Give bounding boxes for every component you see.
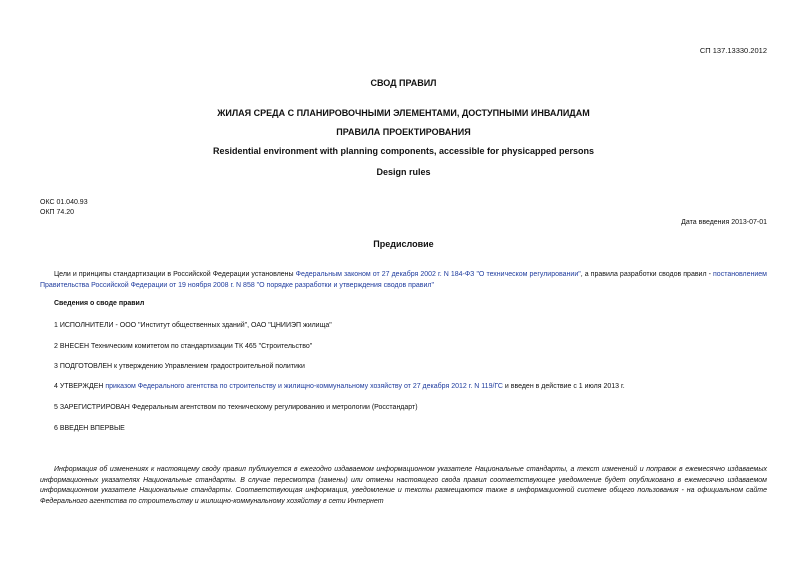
info-heading: Сведения о своде правил xyxy=(54,300,145,307)
subtitle-ru: ПРАВИЛА ПРОЕКТИРОВАНИЯ xyxy=(336,127,471,137)
okp-code: ОКП 74.20 xyxy=(40,209,75,216)
subtitle-en: Design rules xyxy=(376,167,431,177)
intro-date: Дата введения 2013-07-01 xyxy=(681,219,767,226)
item-first-introduced: 6 ВВЕДЕН ВПЕРВЫЕ xyxy=(54,425,125,432)
government-decree-link[interactable]: постановлением Правительства Российской Федерации от 19 ноября 2008 г. N 858 "О порядке разработки и утверждения сводов правил" xyxy=(40,271,767,289)
foreword-title: Предисловие xyxy=(373,239,434,249)
item-approved-text: 4 УТВЕРЖДЕН xyxy=(54,383,106,390)
item-approved-text: и введен в действие с 1 июля 2013 г. xyxy=(502,383,625,390)
item-executors: 1 ИСПОЛНИТЕЛИ - ООО "Институт общественных зданий", ОАО "ЦНИИЭП жилища" xyxy=(54,322,332,329)
item-prepared: 3 ПОДГОТОВЛЕН к утверждению Управлением градостроительной политики xyxy=(54,363,305,370)
document-code: СП 137.13330.2012 xyxy=(699,46,767,55)
item-registered: 5 ЗАРЕГИСТРИРОВАН Федеральным агентством по техническому регулированию и метрологии (Росстандарт) xyxy=(54,404,418,411)
order-link[interactable]: приказом Федерального агентства по строительству и жилищно-коммунальному хозяйству от 27 декабря 2012 г. N 119/ГС xyxy=(105,383,503,390)
title-en: Residential environment with planning components, accessible for physicapped persons xyxy=(212,146,595,156)
item-approved xyxy=(54,383,625,390)
foreword-text: , а правила разработки сводов правил - xyxy=(580,271,714,278)
set-heading: СВОД ПРАВИЛ xyxy=(370,78,437,88)
item-introduced: 2 ВНЕСЕН Техническим комитетом по стандартизации ТК 465 "Строительство" xyxy=(54,343,313,350)
oks-code: ОКС 01.040.93 xyxy=(40,199,88,206)
title-ru: ЖИЛАЯ СРЕДА С ПЛАНИРОВОЧНЫМИ ЭЛЕМЕНТАМИ, ДОСТУПНЫМИ ИНВАЛИДАМ xyxy=(217,108,590,118)
changes-info-paragraph: Информация об изменениях к настоящему своду правил публикуется в ежегодно издаваемом информационном указателе Национальные стандарты, а текст изменений и поправок в ежемесячно издаваемых информационных указателях Национальные стандарты. В случае пересмотра (замены) или отмены настоящего свода правил соответствующее уведомление будет опубликовано в ежемесячно издаваемом информационном указателе Национальные стандарты. Соответствующая информация, уведомление и тексты размещаются также в информационной системе общего пользования - на официальном сайте Федерального агентства по строительству и жилищно-коммунальному хозяйству в сети Интернет xyxy=(40,466,767,505)
foreword-paragraph xyxy=(40,269,767,291)
federal-law-link[interactable]: Федеральным законом от 27 декабря 2002 г. N 184-ФЗ "О техническом регулировании" xyxy=(295,271,581,278)
foreword-text: Цели и принципы стандартизации в Российской Федерации установлены xyxy=(54,271,296,278)
